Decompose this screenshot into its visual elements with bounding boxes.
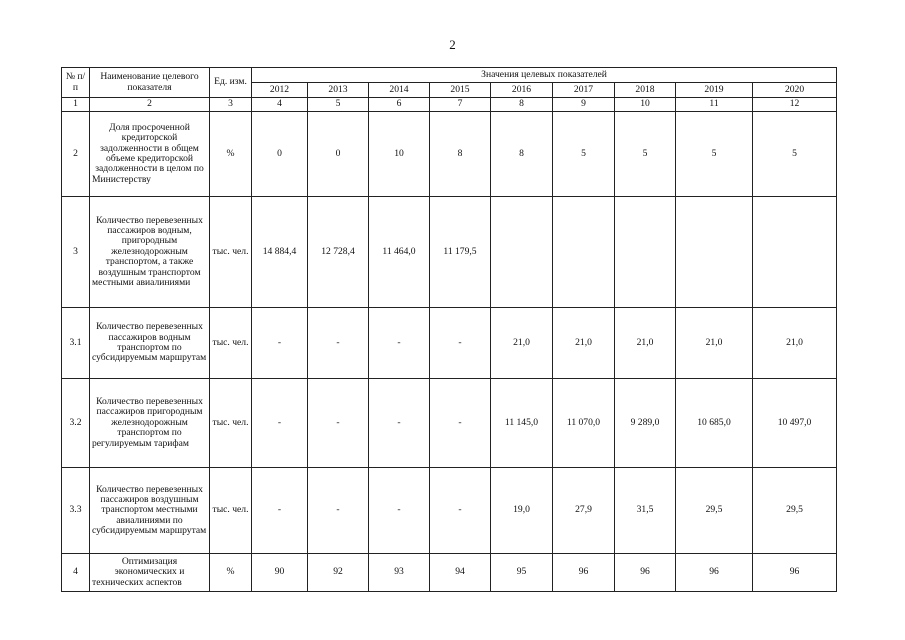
value-cell: 11 070,0 — [553, 379, 615, 468]
value-cell: 8 — [491, 112, 553, 197]
value-cell — [753, 197, 837, 308]
year-header: 2020 — [753, 83, 837, 98]
table-row — [62, 112, 837, 197]
year-header: 2012 — [252, 83, 308, 98]
column-number: 11 — [676, 98, 753, 112]
value-cell: - — [430, 308, 491, 379]
unit-cell: % — [210, 112, 252, 197]
indicator-name: Количество перевезенных пассажиров водным транспортом по субсидируемым маршрутам — [90, 308, 210, 379]
year-header: 2019 — [676, 83, 753, 98]
value-cell: 96 — [676, 554, 753, 592]
page-number: 2 — [449, 37, 456, 52]
value-cell: 11 179,5 — [430, 197, 491, 308]
target-indicators-table — [61, 67, 837, 592]
year-header: 2014 — [369, 83, 430, 98]
table-row — [62, 468, 837, 554]
value-cell: 90 — [252, 554, 308, 592]
table-row — [62, 554, 837, 592]
header-values: Значения целевых показателей — [252, 68, 837, 83]
value-cell: 19,0 — [491, 468, 553, 554]
column-number: 2 — [90, 98, 210, 112]
unit-cell: тыс. чел. — [210, 197, 252, 308]
row-number: 2 — [62, 112, 90, 197]
column-number: 4 — [252, 98, 308, 112]
value-cell: - — [430, 379, 491, 468]
header-unit: Ед. изм. — [210, 68, 252, 98]
value-cell: 0 — [252, 112, 308, 197]
value-cell: - — [252, 379, 308, 468]
value-cell: 27,9 — [553, 468, 615, 554]
column-number: 12 — [753, 98, 837, 112]
value-cell: - — [369, 308, 430, 379]
value-cell: 5 — [753, 112, 837, 197]
value-cell: 21,0 — [553, 308, 615, 379]
value-cell: 96 — [553, 554, 615, 592]
value-cell: - — [308, 468, 369, 554]
column-number: 6 — [369, 98, 430, 112]
value-cell: 10 — [369, 112, 430, 197]
unit-cell: % — [210, 554, 252, 592]
value-cell: 21,0 — [615, 308, 676, 379]
row-number: 4 — [62, 554, 90, 592]
year-header: 2018 — [615, 83, 676, 98]
column-number: 1 — [62, 98, 90, 112]
indicator-name: Оптимизация экономических и технических аспектов — [90, 554, 210, 592]
table-row — [62, 308, 837, 379]
value-cell: - — [252, 308, 308, 379]
row-number: 3.1 — [62, 308, 90, 379]
value-cell: 11 145,0 — [491, 379, 553, 468]
unit-cell: тыс. чел. — [210, 468, 252, 554]
value-cell: 21,0 — [491, 308, 553, 379]
unit-cell: тыс. чел. — [210, 379, 252, 468]
column-number: 10 — [615, 98, 676, 112]
value-cell: 5 — [676, 112, 753, 197]
value-cell: 5 — [553, 112, 615, 197]
value-cell — [676, 197, 753, 308]
indicator-name: Доля просроченной кредиторской задолженности в общем объеме кредиторской задолженности в целом по Министерству — [90, 112, 210, 197]
year-header: 2017 — [553, 83, 615, 98]
column-number: 9 — [553, 98, 615, 112]
value-cell: 96 — [753, 554, 837, 592]
indicator-name: Количество перевезенных пассажиров воздушным транспортом местными авиалиниями по субсидируемым маршрутам — [90, 468, 210, 554]
value-cell: - — [369, 379, 430, 468]
row-number: 3.3 — [62, 468, 90, 554]
value-cell: 10 685,0 — [676, 379, 753, 468]
value-cell: 8 — [430, 112, 491, 197]
value-cell — [491, 197, 553, 308]
indicator-name: Количество перевезенных пассажиров водным, пригородным железнодорожным транспортом, а также воздушным транспортом местными авиалиниями — [90, 197, 210, 308]
value-cell: 29,5 — [753, 468, 837, 554]
value-cell: 21,0 — [676, 308, 753, 379]
value-cell: 94 — [430, 554, 491, 592]
value-cell: 93 — [369, 554, 430, 592]
column-number: 5 — [308, 98, 369, 112]
value-cell: 95 — [491, 554, 553, 592]
column-number: 7 — [430, 98, 491, 112]
value-cell: 10 497,0 — [753, 379, 837, 468]
value-cell: 21,0 — [753, 308, 837, 379]
value-cell: - — [308, 379, 369, 468]
row-number: 3 — [62, 197, 90, 308]
value-cell: 12 728,4 — [308, 197, 369, 308]
header-no: № п/п — [62, 68, 90, 98]
value-cell: 29,5 — [676, 468, 753, 554]
value-cell: 96 — [615, 554, 676, 592]
value-cell: 9 289,0 — [615, 379, 676, 468]
column-number: 8 — [491, 98, 553, 112]
value-cell: 0 — [308, 112, 369, 197]
column-number: 3 — [210, 98, 252, 112]
table-row — [62, 379, 837, 468]
value-cell — [615, 197, 676, 308]
row-number: 3.2 — [62, 379, 90, 468]
unit-cell: тыс. чел. — [210, 308, 252, 379]
indicator-name: Количество перевезенных пассажиров пригородным железнодорожным транспортом по регулируемым тарифам — [90, 379, 210, 468]
value-cell — [553, 197, 615, 308]
value-cell: 14 884,4 — [252, 197, 308, 308]
value-cell: 31,5 — [615, 468, 676, 554]
value-cell: - — [252, 468, 308, 554]
value-cell: - — [430, 468, 491, 554]
year-header: 2015 — [430, 83, 491, 98]
table-row — [62, 197, 837, 308]
column-number-row — [62, 98, 837, 112]
value-cell: 92 — [308, 554, 369, 592]
year-header: 2013 — [308, 83, 369, 98]
value-cell: - — [369, 468, 430, 554]
value-cell: 5 — [615, 112, 676, 197]
year-header: 2016 — [491, 83, 553, 98]
value-cell: - — [308, 308, 369, 379]
header-name: Наименование целевого показателя — [90, 68, 210, 98]
value-cell: 11 464,0 — [369, 197, 430, 308]
